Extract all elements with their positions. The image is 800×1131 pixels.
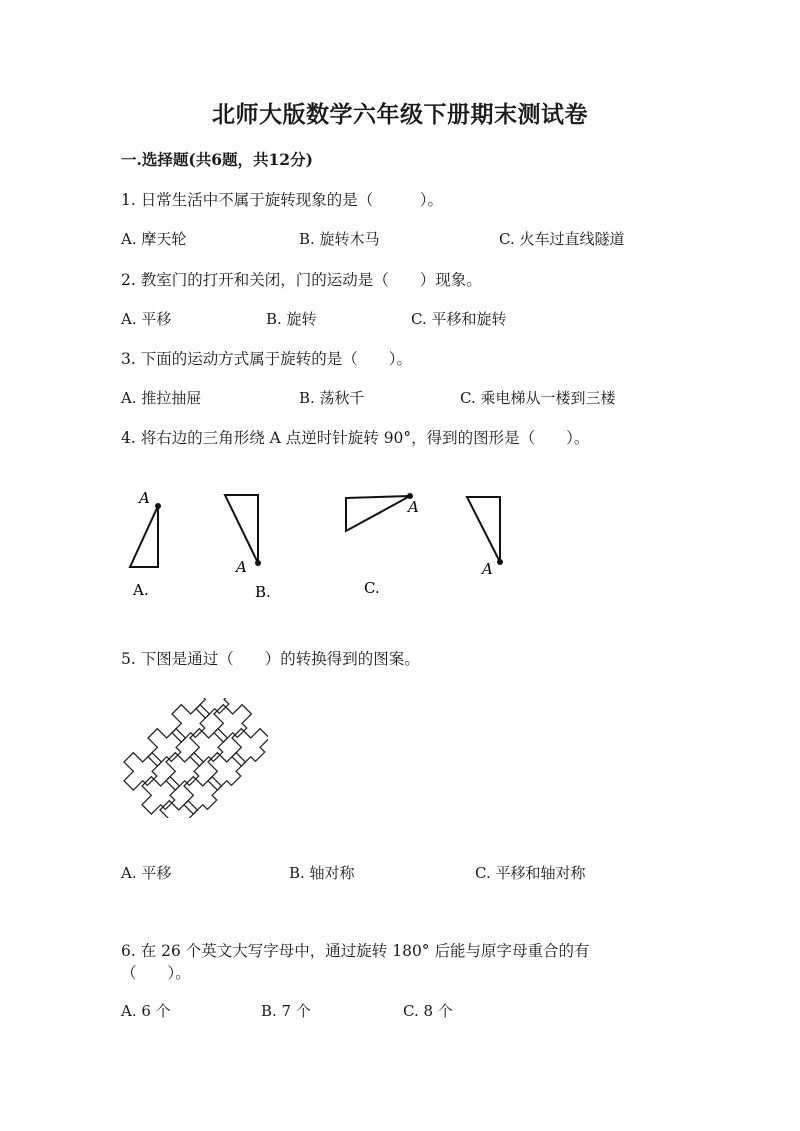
point-a-label-4: A [482, 560, 493, 578]
original-triangle [467, 497, 500, 562]
tile-shape [184, 777, 221, 814]
question-6-option-a[interactable]: A. 6 个 [121, 1002, 171, 1020]
question-5-option-c[interactable]: C. 平移和轴对称 [475, 864, 586, 882]
question-4-stem: 4. 将右边的三角形绕 A 点逆时针旋转 90°，得到的图形是（ ）。 [121, 429, 590, 447]
question-3-option-a[interactable]: A. 推拉抽屉 [121, 389, 202, 407]
question-3-option-b[interactable]: B. 荡秋千 [299, 389, 365, 407]
point-a-label-2: A [236, 558, 247, 576]
question-2-stem: 2. 教室门的打开和关闭，门的运动是（ ）现象。 [121, 271, 482, 289]
question-5-option-b[interactable]: B. 轴对称 [289, 864, 355, 882]
question-5-option-a[interactable]: A. 平移 [121, 864, 172, 882]
question-1-stem: 1. 日常生活中不属于旋转现象的是（ ）。 [121, 191, 443, 209]
figure-label-a: A. [133, 581, 149, 599]
question-3-stem: 3. 下面的运动方式属于旋转的是（ ）。 [121, 350, 412, 368]
question-5-tiling-pattern [118, 698, 268, 818]
tile-shape [232, 729, 268, 766]
triangle-option-a[interactable] [130, 506, 158, 567]
question-2-option-a[interactable]: A. 平移 [121, 310, 172, 328]
question-1-option-b[interactable]: B. 旋转木马 [299, 230, 380, 248]
figure-label-c: C. [364, 579, 380, 597]
question-1-option-c[interactable]: C. 火车过直线隧道 [499, 230, 625, 248]
question-4-triangle-figures [115, 480, 535, 605]
question-6-stem-line-2: （ ）。 [121, 964, 191, 982]
question-1-option-a[interactable]: A. 摩天轮 [121, 230, 187, 248]
question-3-option-c[interactable]: C. 乘电梯从一楼到三楼 [460, 389, 616, 407]
question-2-option-c[interactable]: C. 平移和旋转 [411, 310, 507, 328]
page-title: 北师大版数学六年级下册期末测试卷 [212, 101, 588, 128]
triangle-option-b[interactable] [225, 495, 258, 563]
point-a-label-3: A [408, 498, 419, 516]
point-a-dot [255, 560, 261, 566]
triangle-option-c[interactable] [346, 496, 410, 531]
figure-label-b: B. [255, 583, 271, 601]
tile-shape [208, 753, 245, 790]
point-a-label-1: A [139, 489, 150, 507]
point-a-dot [497, 559, 503, 565]
question-2-option-b[interactable]: B. 旋转 [266, 310, 317, 328]
question-6-stem-line-1: 6. 在 26 个英文大写字母中，通过旋转 180° 后能与原字母重合的有 [121, 942, 590, 960]
point-a-dot [155, 503, 161, 509]
question-5-stem: 5. 下图是通过（ ）的转换得到的图案。 [121, 650, 420, 668]
section-heading: 一.选择题(共6题，共12分) [121, 150, 313, 169]
question-6-option-c[interactable]: C. 8 个 [403, 1002, 453, 1020]
question-6-option-b[interactable]: B. 7 个 [261, 1002, 311, 1020]
